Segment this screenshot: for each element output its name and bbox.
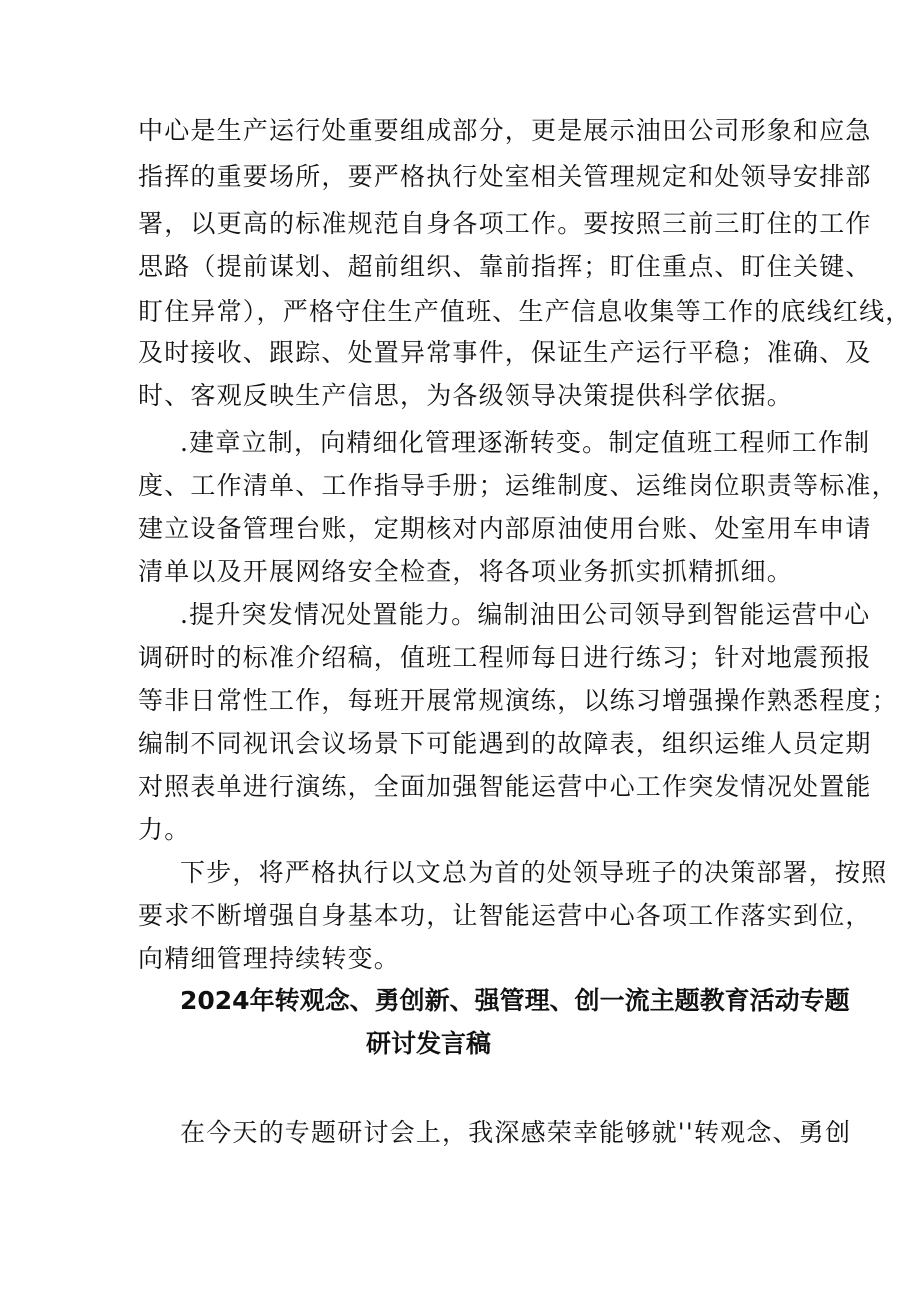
paragraph-line: 盯住异常），严格守住生产值班、生产信息收集等工作的底线红线， <box>138 297 912 326</box>
paragraph-line: 在今天的专题研讨会上，我深感荣幸能够就''转观念、勇创 <box>180 1118 852 1147</box>
paragraph-line: 编制不同视讯会议场景下可能遇到的故障表，组织运维人员定期 <box>138 729 872 758</box>
paragraph-line: 下步，将严格执行以文总为首的处领导班子的决策部署，按照 <box>180 858 888 887</box>
paragraph-line: 中心是生产运行处重要组成部分，更是展示油田公司形象和应急 <box>138 116 872 145</box>
paragraph-line: 要求不断增强自身基本功，让智能运营中心各项工作落实到位， <box>138 901 872 930</box>
paragraph-line: 建立设备管理台账，定期核对内部原油使用台账、处室用车申请 <box>138 514 872 543</box>
article-title-line-2: 研讨发言稿 <box>366 1029 492 1058</box>
paragraph-line: 思路（提前谋划、超前组织、靠前指挥；盯住重点、盯住关键、 <box>138 252 872 281</box>
paragraph-line: .建章立制，向精细化管理逐渐转变。制定值班工程师工作制 <box>180 428 871 457</box>
paragraph-line: 时、客观反映生产信思，为各级领导决策提供科学依据。 <box>138 381 794 410</box>
paragraph-line: 指挥的重要场所，要严格执行处室相关管理规定和处领导安排部 <box>138 162 872 191</box>
paragraph-line: 等非日常性工作，每班开展常规演练，以练习增强操作熟悉程度； <box>138 686 898 715</box>
paragraph-line: 调研时的标准介绍稿，值班工程师每日进行练习；针对地震预报 <box>138 643 872 672</box>
paragraph-line: 署，以更高的标准规范自身各项工作。要按照三前三盯住的工作 <box>138 209 872 238</box>
paragraph-line: 清单以及开展网络安全检查，将各项业务抓实抓精抓细。 <box>138 557 794 586</box>
article-title-line-1: 2024年转观念、勇创新、强管理、创一流主题教育活动专题 <box>180 986 850 1015</box>
paragraph-line: 及时接收、跟踪、处置异常事件，保证生产运行平稳；准确、及 <box>138 338 872 367</box>
paragraph-line: 度、工作清单、工作指导手册；运维制度、运维岗位职责等标准， <box>138 471 898 500</box>
paragraph-line: 力。 <box>138 815 191 844</box>
paragraph-line: .提升突发情况处置能力。编制油田公司领导到智能运营中心 <box>180 600 871 629</box>
paragraph-line: 对照表单进行演练，全面加强智能运营中心工作突发情况处置能 <box>138 772 872 801</box>
paragraph-line: 向精细管理持续转变。 <box>138 944 401 973</box>
